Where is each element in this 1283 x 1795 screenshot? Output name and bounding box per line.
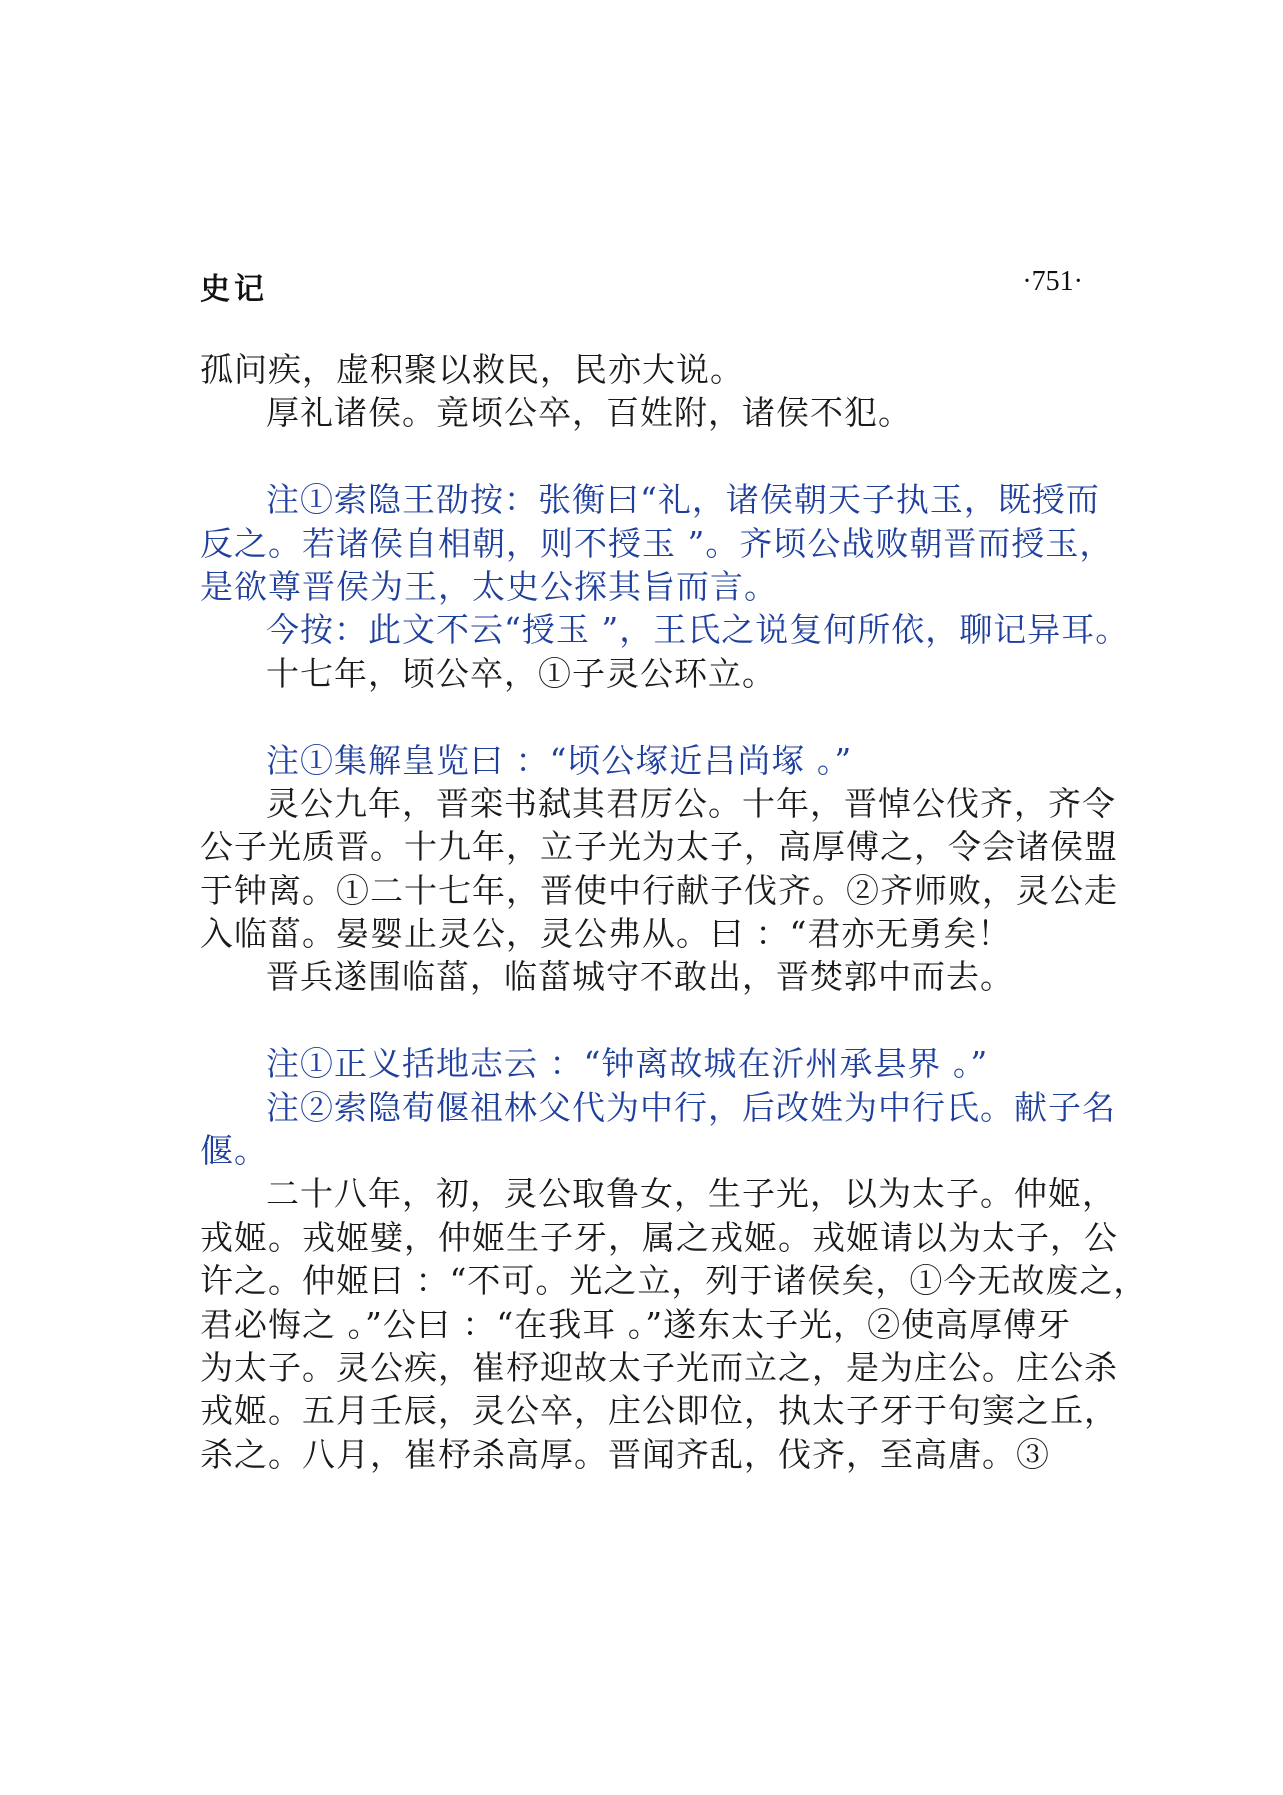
- book-title: 史记: [200, 272, 268, 307]
- note-line: 注①正义括地志云 ：“钟离故城在沂州承县界 。”: [266, 1044, 989, 1084]
- note-line: 偃。: [200, 1131, 268, 1171]
- note-line: 注①索隐王劭按：张衡曰“礼，诸侯朝天子执玉，既授而: [266, 480, 1100, 520]
- page-body: [200, 348, 1148, 1476]
- text-line: 灵公九年，晋栾书弑其君厉公。十年，晋悼公伐齐，齐令: [266, 783, 1116, 823]
- text-line: 杀之。八月，崔杼杀高厚。晋闻齐乱，伐齐，至高唐。③: [200, 1434, 1050, 1474]
- note-line: 是欲尊晋侯为王，太史公探其旨而言。: [200, 566, 778, 606]
- text-line: 十七年，顷公卒，①子灵公环立。: [266, 653, 776, 693]
- page-number: ·751·: [1022, 266, 1083, 297]
- text-line: 晋兵遂围临菑，临菑城守不敢出，晋焚郭中而去。: [266, 957, 1014, 997]
- note-line: 反之。若诸侯自相朝，则不授玉 ”。齐顷公战败朝晋而授玉，: [200, 523, 1114, 563]
- note-line: 今按：此文不云“授玉 ”，王氏之说复何所依，聊记异耳。: [266, 610, 1130, 650]
- text-line: 戎姬。戎姬嬖，仲姬生子牙，属之戎姬。戎姬请以为太子，公: [200, 1217, 1118, 1257]
- text-line: 戎姬。五月壬辰，灵公卒，庄公即位，执太子牙于句窦之丘，: [200, 1391, 1118, 1431]
- text-line: 公子光质晋。十九年，立子光为太子，高厚傅之，令会诸侯盟: [200, 827, 1118, 867]
- text-line: 于钟离。①二十七年，晋使中行献子伐齐。②齐师败，灵公走: [200, 870, 1118, 910]
- text-line: 为太子。灵公疾，崔杼迎故太子光而立之，是为庄公。庄公杀: [200, 1347, 1118, 1387]
- paragraph-gap: [200, 435, 1096, 478]
- note-line: 注②索隐荀偃祖林父代为中行，后改姓为中行氏。献子名: [266, 1087, 1116, 1127]
- page-header: [200, 264, 1083, 312]
- text-line: 厚礼诸侯。竟顷公卒，百姓附，诸侯不犯。: [266, 393, 912, 433]
- note-line: 注①集解皇览曰 ：“顷公塚近吕尚塚 。”: [266, 740, 853, 780]
- paragraph-gap: [200, 695, 1096, 738]
- text-line: 孤问疾，虚积聚以救民，民亦大说。: [200, 350, 744, 389]
- text-line: 许之。仲姬曰 ：“不可。光之立，列于诸侯矣，①今无故废之，: [200, 1261, 1148, 1301]
- paragraph-gap: [200, 999, 1096, 1042]
- text-line: 君必悔之 。”公曰 ：“在我耳 。”遂东太子光，②使高厚傅牙: [200, 1304, 1072, 1344]
- text-line: 入临菑。晏婴止灵公，灵公弗从。曰 ：“君亦无勇矣！: [200, 914, 1012, 954]
- text-line: 二十八年，初，灵公取鲁女，生子光，以为太子。仲姬，: [266, 1174, 1116, 1214]
